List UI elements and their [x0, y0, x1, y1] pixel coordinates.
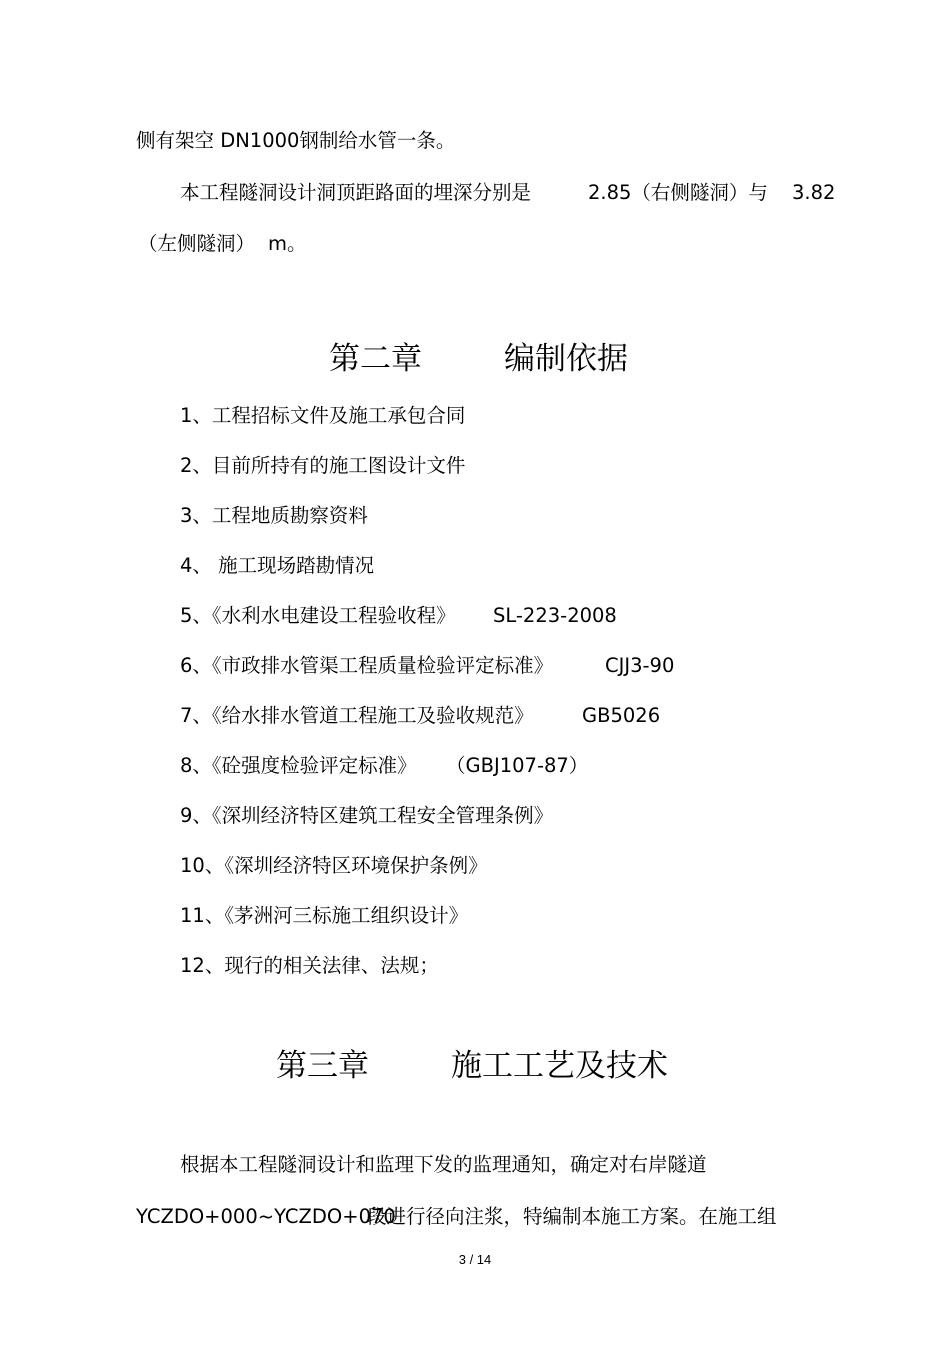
list-item	[180, 704, 534, 728]
list-item	[180, 954, 439, 978]
chapter-3-title	[451, 1048, 668, 1084]
list-item-text: 11、《茅洲河三标施工组织设计》	[180, 904, 469, 927]
list-item-text: 8、《砼强度检验评定标准》	[180, 754, 417, 777]
list-item-text: 4、 施工现场踏勘情况	[180, 554, 375, 577]
list-item-code	[582, 704, 660, 728]
list-item	[180, 754, 417, 778]
intro-line-2-mid-text: 2.85（右侧隧洞）与	[588, 181, 768, 204]
intro-line-2	[180, 181, 531, 205]
chapter-3-para-line-1-text: 根据本工程隧洞设计和监理下发的监理通知，确定对右岸隧道	[180, 1153, 707, 1176]
list-item-code-text: CJJ3-90	[605, 654, 675, 677]
list-item	[180, 904, 468, 928]
intro-line-1-text: 侧有架空 DN1000钢制给水管一条。	[136, 129, 456, 152]
list-item-code	[446, 754, 588, 778]
chapter-3-para-line-1	[180, 1153, 707, 1177]
list-item	[180, 454, 465, 478]
intro-line-1	[136, 129, 455, 153]
list-item-text: 2、目前所持有的施工图设计文件	[180, 454, 466, 477]
chapter-3-number-text: 第三章	[276, 1048, 369, 1084]
chapter-3-para-line-2-code	[136, 1205, 396, 1229]
intro-line-2-text: 本工程隧洞设计洞顶距路面的埋深分别是	[180, 181, 532, 204]
page-number: 3 / 14	[458, 1252, 492, 1267]
chapter-2-number-text: 第二章	[329, 341, 422, 377]
list-item-text: 9、《深圳经济特区建筑工程安全管理条例》	[180, 804, 554, 827]
list-item	[180, 654, 553, 678]
intro-line-2-end	[792, 181, 835, 205]
list-item-text: 12、现行的相关法律、法规；	[180, 954, 439, 977]
chapter-2-title	[504, 341, 628, 377]
chapter-3-para-line-2	[367, 1205, 777, 1229]
intro-line-2-end-text: 3.82	[792, 181, 836, 204]
list-item	[180, 554, 374, 578]
chapter-3-title-text: 施工工艺及技术	[451, 1048, 668, 1084]
list-item-text: 6、《市政排水管渠工程质量检验评定标准》	[180, 654, 554, 677]
list-item-text: 7、《给水排水管道工程施工及验收规范》	[180, 704, 534, 727]
list-item-text: 3、工程地质勘察资料	[180, 504, 368, 527]
chapter-3-para-line-2-code-text: YCZDO+000~YCZDO+070	[136, 1205, 396, 1228]
chapter-3-number	[276, 1048, 369, 1084]
list-item	[180, 404, 465, 428]
intro-line-2-mid	[588, 181, 768, 205]
list-item-code	[493, 604, 617, 628]
list-item	[180, 504, 368, 528]
chapter-2-number	[329, 341, 422, 377]
intro-line-3	[138, 232, 255, 256]
chapter-3-para-line-2-text: 段进行径向注浆，特编制本施工方案。在施工组	[367, 1205, 777, 1228]
list-item-code-text: SL-223-2008	[493, 604, 617, 627]
list-item-code-text: （GBJ107-87）	[446, 754, 589, 777]
list-item-code	[605, 654, 674, 678]
intro-line-3-text: （左侧隧洞）	[138, 232, 256, 255]
list-item-text: 10、《深圳经济特区环境保护条例》	[180, 854, 488, 877]
list-item	[180, 854, 488, 878]
list-item-code-text: GB5026	[582, 704, 661, 727]
list-item-text: 1、工程招标文件及施工承包合同	[180, 404, 466, 427]
chapter-2-title-text: 编制依据	[504, 341, 628, 377]
intro-line-3-unit-text: m。	[268, 232, 307, 255]
intro-line-3-unit	[268, 232, 307, 256]
list-item	[180, 604, 456, 628]
list-item	[180, 804, 553, 828]
list-item-text: 5、《水利水电建设工程验收程》	[180, 604, 456, 627]
